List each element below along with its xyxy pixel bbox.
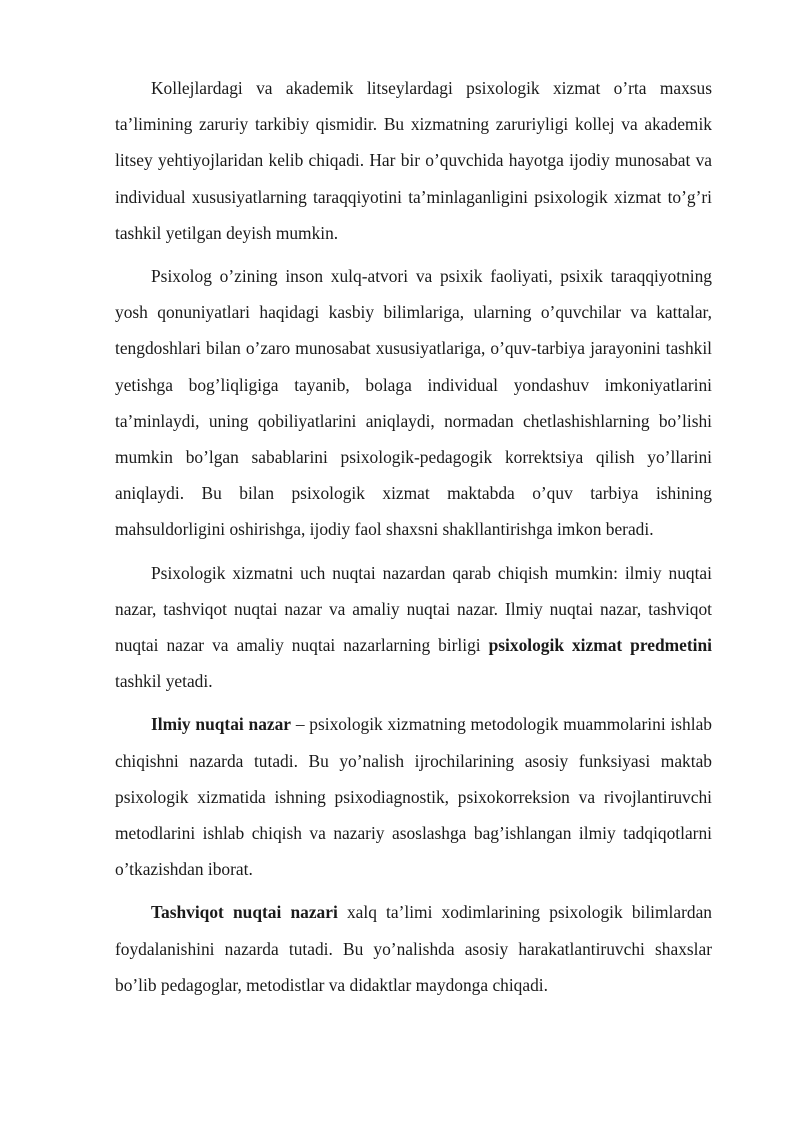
paragraph-5-bold-term: Tashviqot nuqtai nazari xyxy=(151,902,338,923)
paragraph-1-text: Kollejlardagi va akademik litseylardagi psixologik xizmat o’rta maxsus ta’limining zaruriy tarkibiy qismidir. Bu xizmatning zaruriyligi kollej va akademik litsey yehtiyojlaridan kelib chiqadi. Har bir o’quvchida hayotga ijodiy munosabat va individual xususiyatlarning taraqqiyotini ta’minlaganligini psixologik xizmat to’g’ri tashkil yetilgan deyish mumkin. xyxy=(115,78,712,243)
paragraph-3-bold-term: psixologik xizmat predmetini xyxy=(488,635,712,656)
paragraph-2 xyxy=(115,258,712,548)
paragraph-3-text-after: tashkil yetadi. xyxy=(115,671,213,692)
paragraph-1 xyxy=(115,70,712,251)
document-page xyxy=(115,70,712,1010)
paragraph-3 xyxy=(115,555,712,700)
paragraph-3-text-before: Psixologik xizmatni uch nuqtai nazardan qarab chiqish mumkin: ilmiy nuqtai nazar, tashviqot nuqtai nazar va amaliy nuqtai nazar. Ilmiy nuqtai nazar, tashviqot nuqtai nazar va amaliy nuqtai nazarlarning birligi xyxy=(115,562,712,656)
paragraph-2-text: Psixolog o’zining inson xulq-atvori va psixik faoliyati, psixik taraqqiyotning yosh qonuniyatlari haqidagi kasbiy bilimlariga, ularning o’quvchilar va kattalar, tengdoshlari bilan o’zaro munosabat xususiyatlariga, o’quv-tarbiya jarayonini tashkil yetishga bog’liqligiga tayanib, bolaga individual yondashuv imkoniyatlarini ta’minlaydi, uning qobiliyatlarini aniqlaydi, normadan chetlashishlarning bo’lishi mumkin bo’lgan sabablarini psixologik-pedagogik korrektsiya qilish yo’llarini aniqlaydi. Bu bilan psixologik xizmat maktabda o’quv tarbiya ishining mahsuldorligini oshirishga, ijodiy faol shaxsni shakllantirishga imkon beradi. xyxy=(115,266,712,540)
paragraph-4-text-after: – psixologik xizmatning metodologik muammolarini ishlab chiqishni nazarda tutadi. Bu yo’nalish ijrochilarining asosiy funksiyasi maktab psixologik xizmatida ishning psixodiagnostik, psixokorreksion va rivojlantiruvchi metodlarini ishlab chiqish va nazariy asoslashga bag’ishlangan ilmiy tadqiqotlarni o’tkazishdan iborat. xyxy=(115,714,712,880)
paragraph-5 xyxy=(115,894,712,1003)
paragraph-4 xyxy=(115,706,712,887)
paragraph-5-text-after: xalq ta’limi xodimlarining psixologik bilimlardan foydalanishini nazarda tutadi. Bu yo’nalishda asosiy harakatlantiruvchi shaxslar bo’lib pedagoglar, metodistlar va didaktlar maydonga chiqadi. xyxy=(115,902,712,995)
paragraph-4-bold-term: Ilmiy nuqtai nazar xyxy=(151,714,292,735)
